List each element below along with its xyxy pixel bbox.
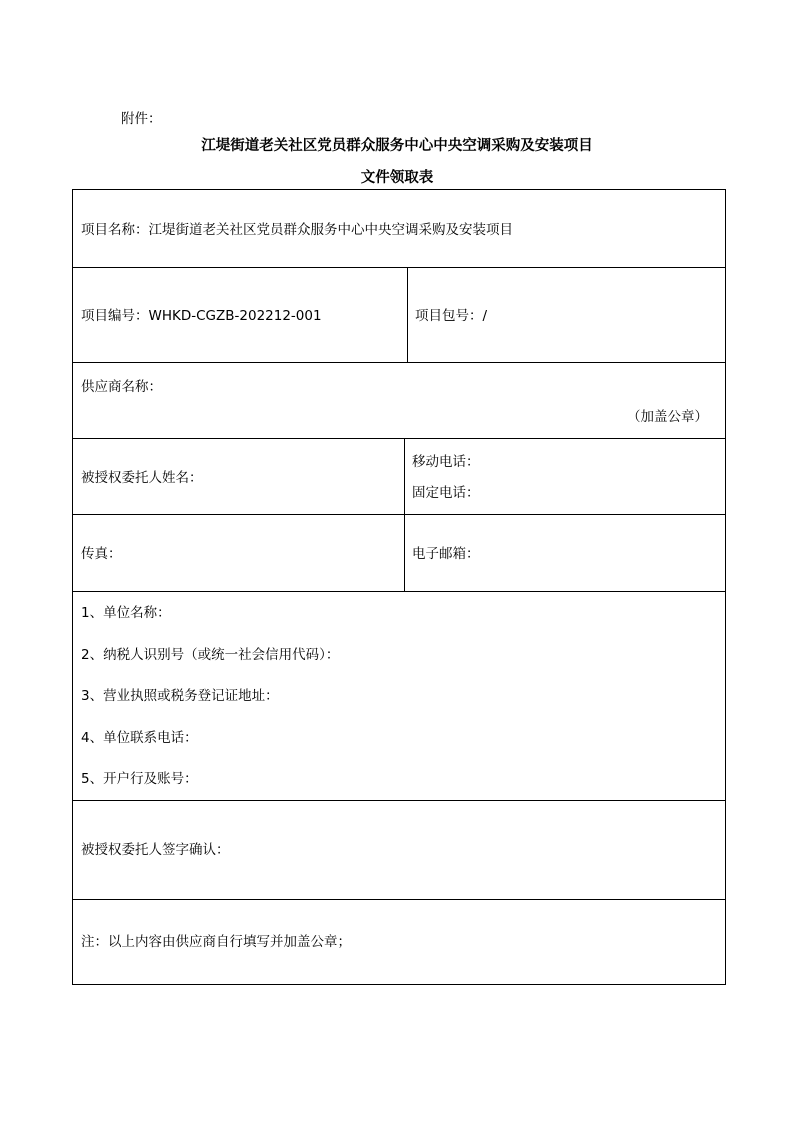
row-divider (73, 267, 725, 268)
list-item-company-phone: 4、单位联系电话： (81, 730, 198, 746)
project-number-field: 项目编号：WHKD-CGZB-202212-001 (81, 308, 322, 324)
column-divider (407, 267, 408, 362)
delegate-name-field: 被授权委托人姓名： (81, 470, 203, 486)
fax-field: 传真： (81, 546, 122, 562)
supplier-name-field: 供应商名称： (81, 379, 162, 395)
column-divider (404, 438, 405, 591)
list-item-license-address: 3、营业执照或税务登记证地址： (81, 688, 279, 704)
list-item-bank-account: 5、开户行及账号： (81, 771, 198, 787)
row-divider (73, 514, 725, 515)
attachment-label: 附件： (121, 111, 162, 127)
fixed-phone-field: 固定电话： (412, 485, 480, 501)
document-title: 江堤街道老关社区党员群众服务中心中央空调采购及安装项目 (201, 138, 593, 154)
list-item-company-name: 1、单位名称： (81, 605, 171, 621)
collection-form-table (72, 189, 726, 985)
row-divider (73, 591, 725, 592)
document-subtitle: 文件领取表 (360, 170, 434, 186)
row-divider (73, 438, 725, 439)
delegate-signature-field: 被授权委托人签字确认： (81, 842, 230, 858)
row-divider (73, 899, 725, 900)
footnote: 注：以上内容由供应商自行填写并加盖公章； (81, 934, 351, 950)
row-divider (73, 800, 725, 801)
package-number-field: 项目包号：/ (415, 308, 488, 324)
seal-note: （加盖公章） (627, 409, 708, 425)
mobile-phone-field: 移动电话： (412, 454, 480, 470)
row-divider (73, 362, 725, 363)
project-name-field: 项目名称：江堤街道老关社区党员群众服务中心中央空调采购及安装项目 (81, 222, 513, 238)
email-field: 电子邮箱： (412, 546, 480, 562)
list-item-tax-id: 2、纳税人识别号（或统一社会信用代码）： (81, 647, 340, 663)
